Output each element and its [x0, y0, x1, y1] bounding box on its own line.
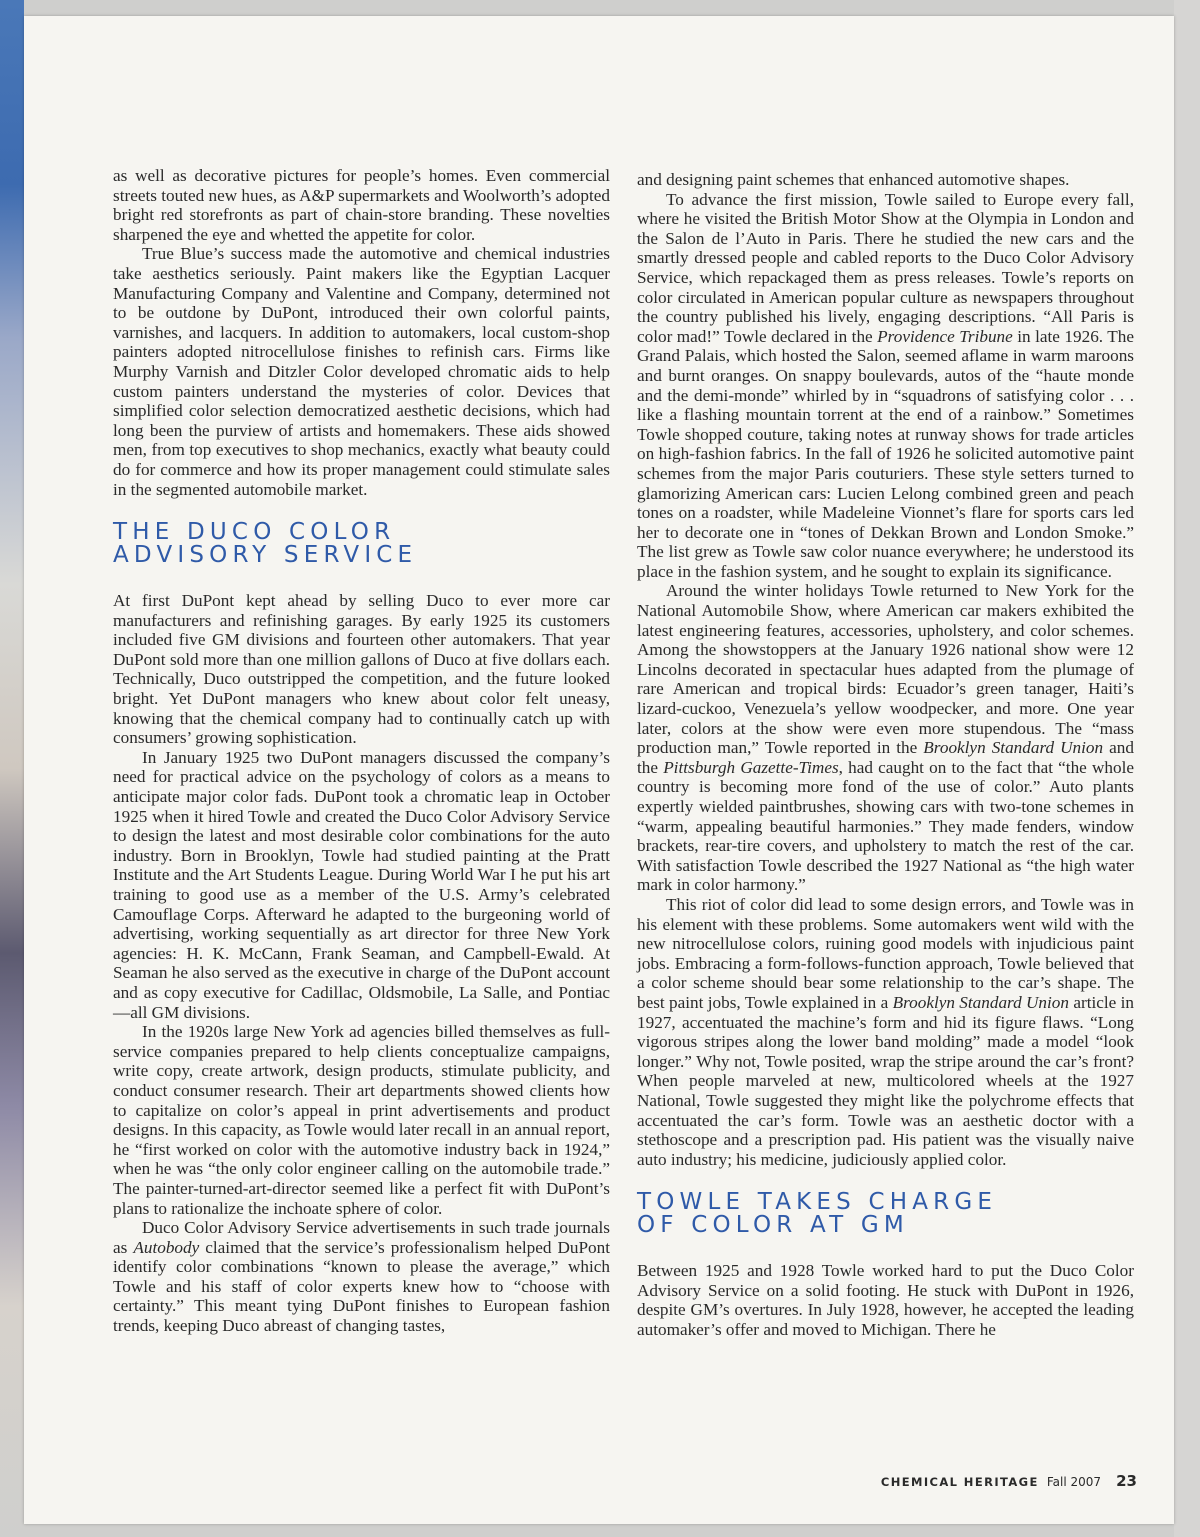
section-heading-line: OF COLOR AT GM — [637, 1212, 909, 1239]
page-number: 23 — [1116, 1472, 1137, 1490]
page-footer — [862, 1471, 1137, 1490]
right-column — [637, 170, 1134, 1340]
publication-title: Brooklyn Standard Union — [892, 992, 1069, 1012]
magazine-name: CHEMICAL HERITAGE — [880, 1475, 1039, 1489]
paragraph: To advance the first mission, Towle sailed to Europe every fall, where he visited the British Motor Show at the Olympia in London and the Salon de l’Auto in Paris. There he studied the new cars and the smartly dressed people and cabled reports to the Duco Color Advisory Service, which repackaged them as press releases. Towle’s reports on color circulated in American popular culture as newspapers throughout the country published his lively, engaging descriptions. “All Paris is color mad!” Towle declared in the Providence Tribune in late 1926. The Grand Palais, which hosted the Salon, seemed aflame in warm maroons and burnt oranges. On snappy boulevards, autos of the “haute monde and the demi-monde” whirled by in “squadrons of satisfying color . . . like a flashing mountain torrent at the end of a rainbow.” Sometimes Towle shopped couture, taking notes at runway shows for trade articles on high-fashion fabrics. In the fall of 1926 he solicited automotive paint schemes from the major Paris couturiers. These style setters turned to glamorizing American cars: Lucien Lelong combined green and peach tones on a roadster, while Madeleine Vionnet’s flare for sports cars led her to decorate one in “tones of Dekkan Brown and London Smoke.” The list grew as Towle saw color nuance everywhere; he understood its place in the fashion system, and he sought to explain its significance. — [637, 189, 1135, 581]
publication-title: Pittsburgh Gazette-Times — [663, 757, 839, 777]
section-heading-line: ADVISORY SERVICE — [113, 542, 418, 569]
section-heading — [113, 521, 610, 567]
paragraph: Duco Color Advisory Service advertisements in such trade journals as Autobody claimed that the service’s professionalism helped DuPont identify color combinations “known to please the average,” which Towle and his staff of color experts knew how to “choose with certainty.” This meant tying DuPont finishes to European fashion trends, keeping Duco abreast of changing tastes, — [113, 1218, 610, 1336]
section-heading-line: TOWLE TAKES CHARGE — [637, 1189, 998, 1216]
paragraph: At first DuPont kept ahead by selling Duco to ever more car manufacturers and refinishing garages. By early 1925 its customers included five GM divisions and fourteen other automakers. That year DuPont sold more than one million gallons of Duco at five dollars each. Technically, Duco outstripped the competition, and the future looked bright. Yet DuPont managers who knew about color felt uneasy, knowing that the chemical company had to continually catch up with consumers’ growing sophistication. — [113, 591, 610, 748]
left-column — [113, 166, 610, 1336]
section-heading — [637, 1191, 1134, 1237]
issue-label: Fall 2007 — [1046, 1475, 1102, 1489]
paragraph: In January 1925 two DuPont managers discussed the company’s need for practical advice on the psychology of colors as a means to anticipate major color fads. DuPont took a chromatic leap in October 1925 when it hired Towle and created the Duco Color Advisory Service to design the latest and most desirable color combinations for the auto industry. Born in Brooklyn, Towle had studied painting at the Pratt Institute and the Art Students League. During World War I he put his art training to good use as a member of the U.S. Army’s celebrated Camouflage Corps. Afterward he adapted to the burgeoning world of advertising, working sequentially as art director for three New York agencies: H. K. McCann, Frank Seaman, and Campbell-Ewald. At Seaman he also served as the executive in charge of the DuPont account and as copy executive for Cadillac, Oldsmobile, La Salle, and Pontiac—all GM divisions. — [113, 747, 610, 1022]
section-heading-line: THE DUCO COLOR — [113, 519, 396, 546]
publication-title: Providence Tribune — [877, 326, 1013, 346]
publication-title: Autobody — [133, 1237, 200, 1257]
paragraph: In the 1920s large New York ad agencies billed themselves as full-service companies prepared to help clients conceptualize campaigns, write copy, create artwork, design products, stimulate publicity, and conduct consumer research. Their art departments showed clients how to capitalize on color’s appeal in print advertisements and product designs. In this capacity, as Towle would later recall in an annual report, he “first worked on color with the automotive industry back in 1924,” when he was “the only color engineer calling on the automobile trade.” The painter-turned-art-director seemed like a perfect fit with DuPont’s plans to rationalize the inchoate sphere of color. — [113, 1022, 610, 1218]
scan-right-margin — [1174, 0, 1200, 1537]
paragraph: as well as decorative pictures for people’s homes. Even commercial streets touted new hues, as A&P supermarkets and Woolworth’s adopted bright red storefronts as part of chain-store branding. These novelties sharpened the eye and whetted the appetite for color. — [113, 166, 610, 244]
magazine-page — [24, 16, 1174, 1524]
paragraph: and designing paint schemes that enhanced automotive shapes. — [637, 170, 1070, 189]
publication-title: Brooklyn Standard Union — [923, 738, 1104, 758]
paragraph: Between 1925 and 1928 Towle worked hard to put the Duco Color Advisory Service on a solid footing. He stuck with DuPont in 1926, despite GM’s overtures. In July 1928, however, he accepted the leading automaker’s offer and moved to Michigan. There he — [637, 1261, 1134, 1340]
paragraph: Around the winter holidays Towle returned to New York for the National Automobile Show, where American car makers exhibited the latest engineering features, accessories, upholstery, and color schemes. Among the showstoppers at the January 1926 national show were 12 Lincolns decorated in spectacular hues adapted from the plumage of rare American and tropical birds: Ecuador’s green tanager, Haiti’s lizard-cuckoo, Venezuela’s yellow woodpecker, and more. One year later, colors at the show were even more stupendous. The “mass production man,” Towle reported in the Brooklyn Standard Union and the Pittsburgh Gazette-Times, had caught on to the fact that “the whole country is becoming more fond of the use of color.” Auto plants expertly wielded paintbrushes, showing cars with two-tone schemes in “warm, appealing beautiful harmonies.” They made fenders, window brackets, rear-tire covers, and upholstery to match the rest of the car. With satisfaction Towle described the 1927 National as “the high water mark in color harmony.” — [637, 581, 1134, 895]
paragraph: This riot of color did lead to some design errors, and Towle was in his element with these problems. Some automakers went wild with the new nitrocellulose colors, ruining good models with injudicious paint jobs. Embracing a form-follows-function approach, Towle believed that a color scheme should bear some relationship to the car’s shape. The best paint jobs, Towle explained in a Brooklyn Standard Union article in 1927, accentuated the machine’s form and hid its figure flaws. “Long vigorous stripes along the lower band molding” made a model “look longer.” Why not, Towle posited, wrap the stripe around the car’s front? When people marveled at new, multicolored wheels at the 1927 National, Towle suggested they might like the polychrome effects that accentuated the car’s form. Towle was an aesthetic doctor with a stethoscope and a prescription pad. His patient was the visually naive auto industry; his medicine, judiciously applied color. — [637, 894, 1134, 1169]
paragraph: True Blue’s success made the automotive and chemical industries take aesthetics seriously. Paint makers like the Egyptian Lacquer Manufacturing Company and Valentine and Company, determined not to be outdone by DuPont, introduced their own colorful paints, varnishes, and lacquers. In addition to automakers, local custom-shop painters adopted nitrocellulose finishes to refinish cars. Firms like Murphy Varnish and Ditzler Color developed chromatic aids to help custom painters understand the mysteries of color. Devices that simplified color selection democratized aesthetic decisions, which had long been the purview of artists and homemakers. These aids showed men, from top executives to shop mechanics, exactly what beauty could do for commerce and how its proper management could stimulate sales in the segmented automobile market. — [113, 244, 610, 499]
adjacent-page-edge — [0, 0, 24, 1537]
